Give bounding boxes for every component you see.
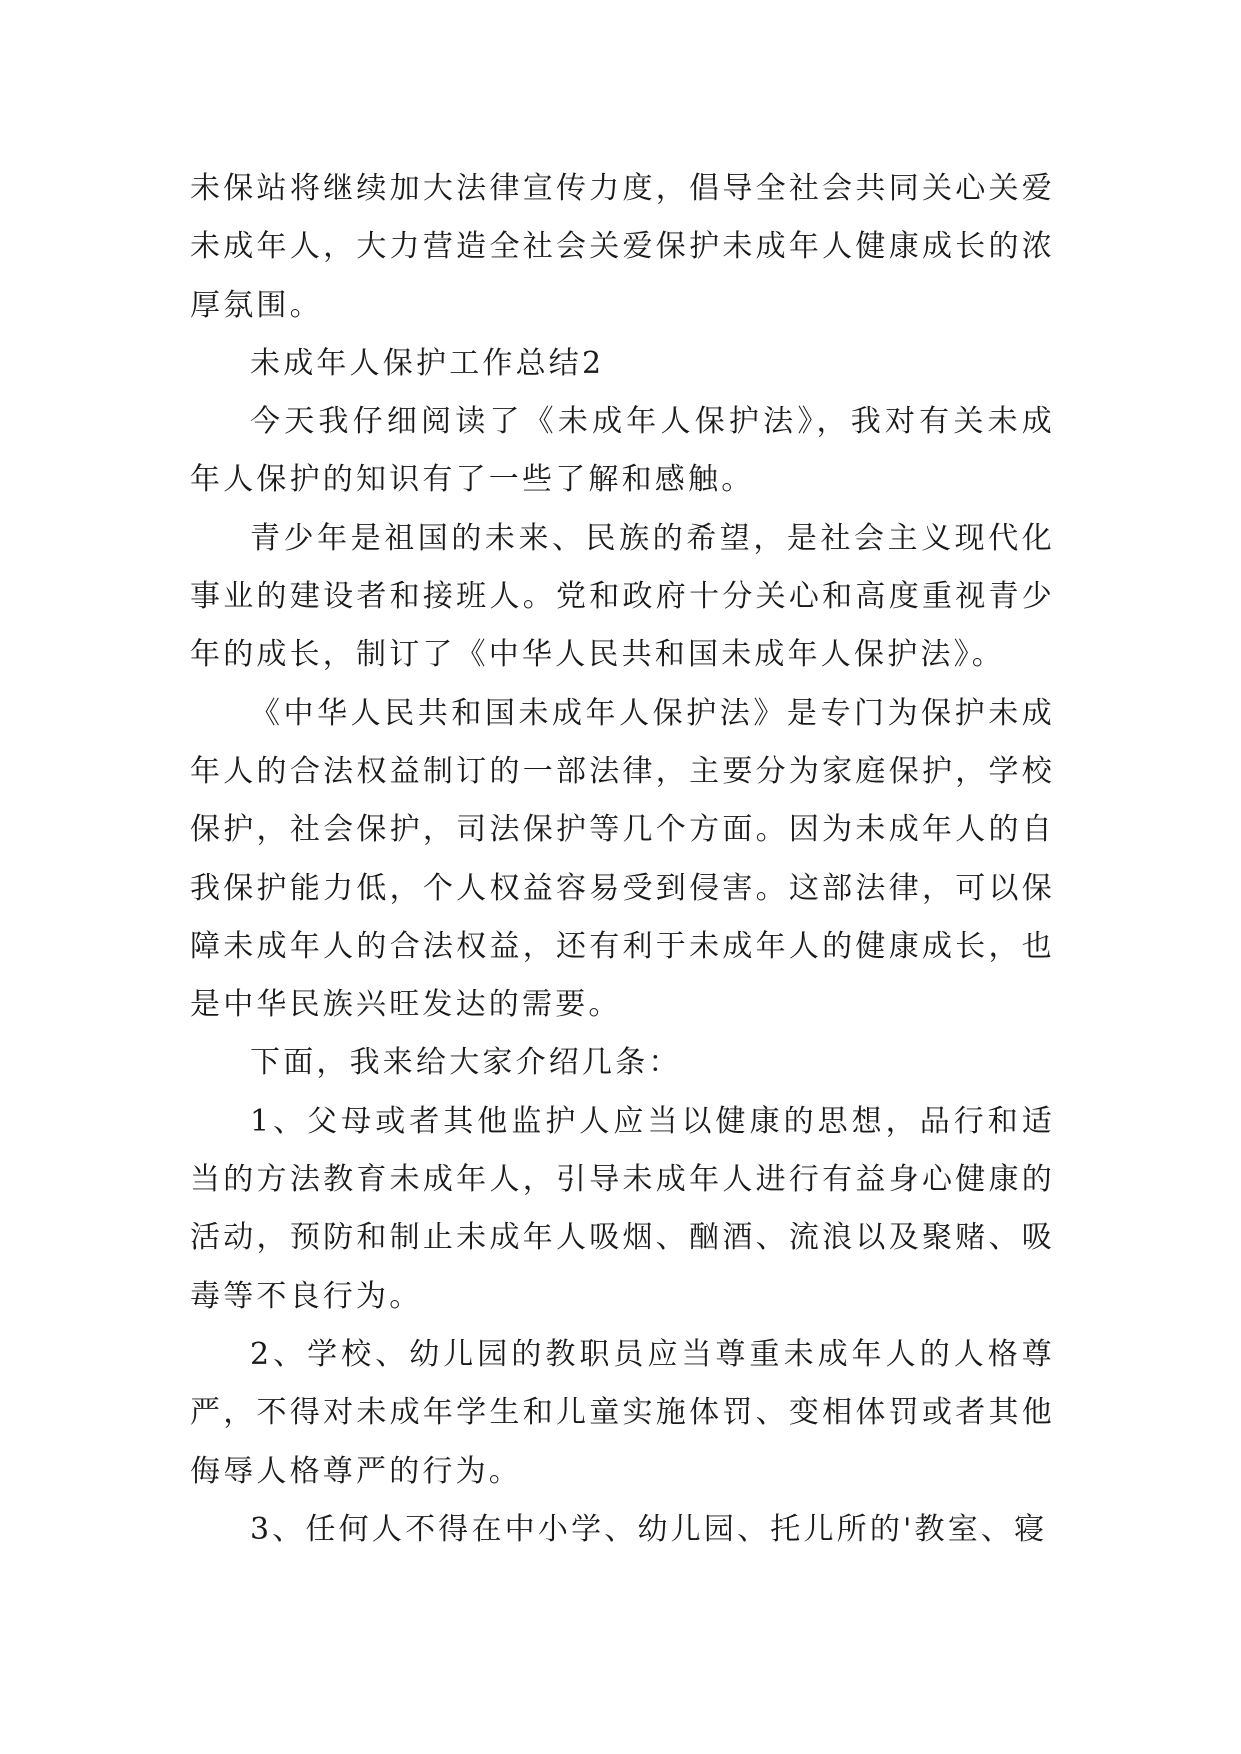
paragraph: 下面，我来给大家介绍几条：: [250, 1045, 682, 1081]
paragraph: 《中华人民共和国未成年人保护法》是专门为保护未成年人的合法权益制订的一部法律，主要分为家庭保护，学校保护，社会保护，司法保护等几个方面。因为未成年人的自我保护能力低，个人权益容易受到侵害。这部法律，可以保障未成年人的合法权益，还有利于未成年人的健康成长，也是中华民族兴旺发达的需要。: [190, 695, 1055, 1023]
section-heading: 未成年人保护工作总结2: [250, 345, 605, 381]
list-item: 2、学校、幼儿园的教职员应当尊重未成年人的人格尊严，不得对未成年学生和儿童实施体罚、变相体罚或者其他侮辱人格尊严的行为。: [190, 1336, 1055, 1489]
paragraph-continuation: 未保站将继续加大法律宣传力度，倡导全社会共同关心关爱未成年人，大力营造全社会关爱保护未成年人健康成长的浓厚氛围。: [190, 171, 1055, 323]
list-item: 3、任何人不得在中小学、幼儿园、托儿所的'教室、寝: [250, 1511, 1048, 1547]
document-body: [190, 160, 1055, 1559]
paragraph: 今天我仔细阅读了《未成年人保护法》，我对有关未成年人保护的知识有了一些了解和感触。: [190, 404, 1055, 498]
paragraph: 青少年是祖国的未来、民族的希望，是社会主义现代化事业的建设者和接班人。党和政府十分关心和高度重视青少年的成长，制订了《中华人民共和国未成年人保护法》。: [190, 520, 1055, 673]
list-item: 1、父母或者其他监护人应当以健康的思想，品行和适当的方法教育未成年人，引导未成年人进行有益身心健康的活动，预防和制止未成年人吸烟、酗酒、流浪以及聚赌、吸毒等不良行为。: [190, 1103, 1055, 1314]
